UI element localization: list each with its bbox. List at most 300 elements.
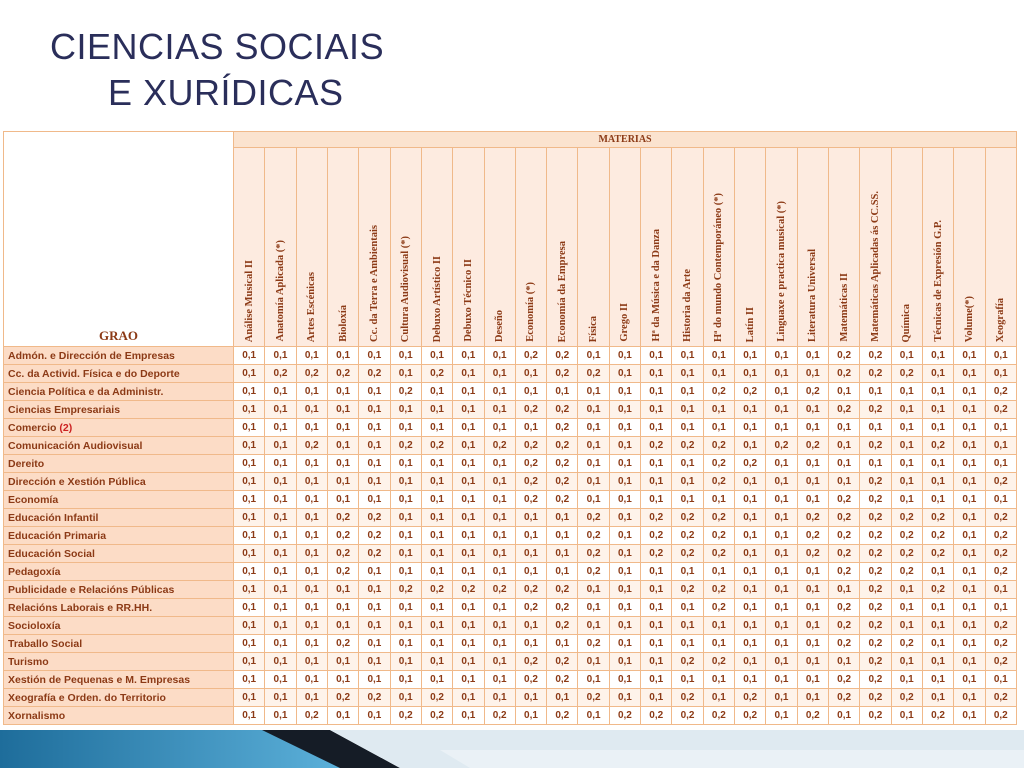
weight-cell: 0,1	[390, 599, 421, 617]
subject-header	[578, 148, 609, 347]
weight-cell: 0,2	[327, 635, 358, 653]
weight-cell: 0,1	[922, 617, 953, 635]
weight-cell: 0,1	[547, 635, 578, 653]
weight-cell: 0,1	[390, 365, 421, 383]
weight-cell: 0,1	[327, 419, 358, 437]
weight-cell: 0,2	[547, 419, 578, 437]
subject-label: Matemáticas II	[838, 273, 850, 342]
weight-cell: 0,1	[828, 473, 859, 491]
weight-cell: 0,1	[265, 347, 296, 365]
weight-cell: 0,1	[672, 599, 703, 617]
weight-cell: 0,1	[265, 689, 296, 707]
degree-name: Ciencia Política e da Administr.	[8, 385, 164, 398]
weight-cell: 0,1	[296, 545, 327, 563]
weight-cell: 0,1	[390, 635, 421, 653]
weight-cell: 0,2	[703, 509, 734, 527]
weight-cell: 0,1	[390, 689, 421, 707]
weight-cell: 0,1	[985, 671, 1017, 689]
weight-cell: 0,1	[390, 401, 421, 419]
weight-cell: 0,1	[609, 509, 640, 527]
weight-cell: 0,1	[797, 455, 828, 473]
weight-cell: 0,1	[641, 401, 672, 419]
weight-cell: 0,1	[515, 509, 546, 527]
weight-cell: 0,1	[547, 383, 578, 401]
weight-cell: 0,1	[891, 347, 922, 365]
weight-cell: 0,1	[515, 527, 546, 545]
weight-cell: 0,1	[828, 419, 859, 437]
weight-cell: 0,1	[296, 347, 327, 365]
weight-cell: 0,1	[265, 527, 296, 545]
weight-cell: 0,1	[578, 401, 609, 419]
weight-cell: 0,1	[891, 671, 922, 689]
weight-cell: 0,1	[954, 635, 985, 653]
weight-cell: 0,1	[672, 671, 703, 689]
weight-cell: 0,2	[703, 455, 734, 473]
weight-cell: 0,1	[296, 509, 327, 527]
table-row	[4, 419, 1017, 437]
weight-cell: 0,1	[390, 563, 421, 581]
weight-cell: 0,1	[954, 509, 985, 527]
weight-cell: 0,2	[672, 581, 703, 599]
weight-cell: 0,1	[265, 635, 296, 653]
weight-cell: 0,1	[453, 545, 484, 563]
weight-cell: 0,1	[296, 527, 327, 545]
weight-cell: 0,1	[234, 581, 265, 599]
weight-cell: 0,1	[672, 563, 703, 581]
subject-label: Latín II	[744, 306, 756, 342]
subject-label: Economía (*)	[525, 282, 537, 342]
weight-cell: 0,1	[609, 347, 640, 365]
weight-cell: 0,1	[453, 347, 484, 365]
subject-label: Economía da Empresa	[556, 240, 568, 342]
weight-cell: 0,1	[547, 563, 578, 581]
degree-cell	[4, 563, 234, 581]
weight-cell: 0,1	[797, 347, 828, 365]
weight-cell: 0,1	[797, 563, 828, 581]
weight-cell: 0,1	[234, 383, 265, 401]
weight-cell: 0,1	[797, 653, 828, 671]
weight-cell: 0,1	[578, 437, 609, 455]
weight-cell: 0,1	[484, 401, 515, 419]
weight-cell: 0,1	[547, 509, 578, 527]
weight-cell: 0,1	[891, 653, 922, 671]
weight-cell: 0,2	[985, 545, 1017, 563]
weight-cell: 0,2	[891, 527, 922, 545]
weight-cell: 0,2	[828, 617, 859, 635]
weight-cell: 0,2	[421, 437, 452, 455]
table-row	[4, 401, 1017, 419]
weight-cell: 0,1	[390, 347, 421, 365]
weight-cell: 0,2	[641, 707, 672, 725]
weight-cell: 0,1	[484, 545, 515, 563]
table-row	[4, 671, 1017, 689]
weight-cell: 0,1	[891, 599, 922, 617]
weight-cell: 0,1	[766, 545, 797, 563]
weight-cell: 0,2	[296, 365, 327, 383]
subject-header	[421, 148, 452, 347]
degree-cell	[4, 509, 234, 527]
weight-cell: 0,2	[860, 437, 891, 455]
weight-cell: 0,1	[296, 563, 327, 581]
weight-cell: 0,1	[484, 689, 515, 707]
weight-cell: 0,1	[390, 419, 421, 437]
weight-cell: 0,1	[515, 419, 546, 437]
degree-cell	[4, 527, 234, 545]
weight-cell: 0,2	[922, 545, 953, 563]
weight-cell: 0,1	[672, 455, 703, 473]
weight-cell: 0,1	[672, 491, 703, 509]
weight-cell: 0,2	[985, 707, 1017, 725]
weight-cell: 0,1	[797, 491, 828, 509]
weight-cell: 0,2	[891, 689, 922, 707]
weighting-table-container	[3, 131, 1016, 725]
weight-cell: 0,1	[985, 347, 1017, 365]
weight-cell: 0,1	[609, 617, 640, 635]
weight-cell: 0,1	[735, 599, 766, 617]
weight-cell: 0,2	[985, 527, 1017, 545]
weight-cell: 0,2	[922, 707, 953, 725]
slide-title-line1: CIENCIAS SOCIAIS	[50, 26, 385, 67]
weight-cell: 0,2	[703, 653, 734, 671]
weight-cell: 0,2	[860, 563, 891, 581]
weight-cell: 0,1	[922, 563, 953, 581]
weight-cell: 0,2	[860, 509, 891, 527]
weight-cell: 0,1	[359, 599, 390, 617]
weight-cell: 0,2	[860, 653, 891, 671]
weight-cell: 0,1	[484, 509, 515, 527]
weight-cell: 0,1	[421, 527, 452, 545]
weight-cell: 0,2	[515, 473, 546, 491]
weight-cell: 0,1	[296, 653, 327, 671]
weight-cell: 0,2	[515, 581, 546, 599]
weight-cell: 0,1	[703, 671, 734, 689]
weight-cell: 0,2	[703, 599, 734, 617]
weight-cell: 0,1	[735, 437, 766, 455]
weight-cell: 0,1	[766, 347, 797, 365]
degree-cell	[4, 707, 234, 725]
weight-cell: 0,2	[891, 365, 922, 383]
weight-cell: 0,2	[828, 671, 859, 689]
weight-cell: 0,1	[609, 581, 640, 599]
weight-cell: 0,2	[578, 509, 609, 527]
weight-cell: 0,1	[484, 671, 515, 689]
weight-cell: 0,2	[547, 491, 578, 509]
weight-cell: 0,1	[578, 383, 609, 401]
weight-cell: 0,1	[390, 617, 421, 635]
weight-cell: 0,2	[547, 401, 578, 419]
degree-name: Relacións Laborais e RR.HH.	[8, 601, 153, 614]
degree-cell	[4, 617, 234, 635]
weight-cell: 0,1	[641, 563, 672, 581]
weight-cell: 0,1	[234, 527, 265, 545]
degree-cell	[4, 419, 234, 437]
weight-cell: 0,1	[390, 491, 421, 509]
degree-cell	[4, 437, 234, 455]
subject-header	[797, 148, 828, 347]
weight-cell: 0,2	[828, 491, 859, 509]
weight-cell: 0,2	[797, 437, 828, 455]
table-row	[4, 599, 1017, 617]
weight-cell: 0,2	[797, 707, 828, 725]
weight-cell: 0,2	[327, 527, 358, 545]
subject-header	[922, 148, 953, 347]
degree-name: Xestión de Pequenas e M. Empresas	[8, 673, 191, 686]
weight-cell: 0,1	[327, 347, 358, 365]
weight-cell: 0,1	[766, 473, 797, 491]
subject-label: Matemáticas Aplicadas ás CC.SS.	[869, 191, 881, 342]
weight-cell: 0,1	[954, 437, 985, 455]
weight-cell: 0,1	[766, 509, 797, 527]
weight-cell: 0,1	[453, 599, 484, 617]
weight-cell: 0,2	[672, 653, 703, 671]
weight-cell: 0,2	[359, 527, 390, 545]
weight-cell: 0,2	[547, 671, 578, 689]
weight-cell: 0,1	[234, 563, 265, 581]
weight-cell: 0,1	[735, 653, 766, 671]
subject-header	[484, 148, 515, 347]
table-row	[4, 473, 1017, 491]
weight-cell: 0,1	[641, 581, 672, 599]
table-row	[4, 689, 1017, 707]
degree-name: Xeografía e Orden. do Territorio	[8, 691, 166, 704]
weight-cell: 0,1	[641, 635, 672, 653]
degree-name: Ciencias Empresariais	[8, 403, 121, 416]
weight-cell: 0,1	[265, 383, 296, 401]
weight-cell: 0,1	[234, 401, 265, 419]
weight-cell: 0,2	[860, 707, 891, 725]
weight-cell: 0,1	[327, 491, 358, 509]
weight-cell: 0,1	[327, 707, 358, 725]
weight-cell: 0,1	[421, 653, 452, 671]
weight-cell: 0,1	[766, 491, 797, 509]
weight-cell: 0,1	[265, 401, 296, 419]
weight-cell: 0,2	[547, 365, 578, 383]
weight-cell: 0,2	[985, 401, 1017, 419]
weight-cell: 0,1	[891, 617, 922, 635]
weight-cell: 0,1	[641, 653, 672, 671]
weight-cell: 0,2	[421, 689, 452, 707]
weight-cell: 0,2	[578, 635, 609, 653]
weight-cell: 0,1	[766, 599, 797, 617]
weight-cell: 0,1	[547, 527, 578, 545]
degree-name: Comunicación Audiovisual	[8, 439, 143, 452]
subject-header	[296, 148, 327, 347]
weight-cell: 0,1	[641, 365, 672, 383]
weight-cell: 0,1	[891, 707, 922, 725]
weight-cell: 0,1	[922, 491, 953, 509]
table-row	[4, 455, 1017, 473]
weight-cell: 0,2	[703, 581, 734, 599]
subject-label: Debuxo Técnico II	[462, 259, 474, 342]
degree-cell	[4, 671, 234, 689]
weight-cell: 0,1	[296, 491, 327, 509]
weight-cell: 0,1	[327, 473, 358, 491]
weight-cell: 0,1	[484, 617, 515, 635]
degree-cell	[4, 635, 234, 653]
table-row	[4, 383, 1017, 401]
weight-cell: 0,1	[641, 419, 672, 437]
weight-cell: 0,2	[672, 689, 703, 707]
weight-cell: 0,1	[609, 473, 640, 491]
table-row	[4, 365, 1017, 383]
weight-cell: 0,1	[327, 671, 358, 689]
weight-cell: 0,2	[860, 401, 891, 419]
weight-cell: 0,2	[828, 635, 859, 653]
weight-cell: 0,1	[359, 707, 390, 725]
weight-cell: 0,1	[735, 635, 766, 653]
weight-cell: 0,1	[390, 509, 421, 527]
weighting-table	[3, 131, 1017, 725]
weight-cell: 0,1	[453, 473, 484, 491]
degree-cell	[4, 599, 234, 617]
weight-cell: 0,1	[985, 599, 1017, 617]
weight-cell: 0,1	[547, 689, 578, 707]
decorative-bottom-bar	[0, 730, 1024, 768]
weight-cell: 0,2	[828, 599, 859, 617]
weight-cell: 0,1	[922, 689, 953, 707]
weight-cell: 0,1	[421, 509, 452, 527]
weight-cell: 0,1	[515, 365, 546, 383]
weight-cell: 0,1	[296, 617, 327, 635]
weight-cell: 0,2	[985, 563, 1017, 581]
weight-cell: 0,2	[860, 671, 891, 689]
weight-cell: 0,1	[609, 437, 640, 455]
weight-cell: 0,2	[860, 365, 891, 383]
weight-cell: 0,1	[766, 617, 797, 635]
weight-cell: 0,2	[860, 347, 891, 365]
weight-cell: 0,1	[735, 509, 766, 527]
subject-label: Grego II	[619, 303, 631, 342]
weight-cell: 0,2	[985, 383, 1017, 401]
weight-cell: 0,1	[359, 473, 390, 491]
weight-cell: 0,1	[641, 491, 672, 509]
weight-cell: 0,1	[484, 347, 515, 365]
weight-cell: 0,1	[421, 617, 452, 635]
weight-cell: 0,1	[453, 491, 484, 509]
subject-label: Linguaxe e practica musical (*)	[775, 201, 787, 342]
weight-cell: 0,2	[797, 545, 828, 563]
weight-cell: 0,2	[453, 581, 484, 599]
weight-cell: 0,1	[766, 671, 797, 689]
weight-cell: 0,1	[609, 545, 640, 563]
weight-cell: 0,2	[296, 437, 327, 455]
weight-cell: 0,1	[327, 617, 358, 635]
weight-cell: 0,1	[797, 689, 828, 707]
weight-cell: 0,1	[453, 563, 484, 581]
weight-cell: 0,1	[985, 581, 1017, 599]
weight-cell: 0,1	[735, 581, 766, 599]
weight-cell: 0,1	[891, 473, 922, 491]
weight-cell: 0,1	[797, 599, 828, 617]
weight-cell: 0,2	[891, 509, 922, 527]
weight-cell: 0,2	[327, 545, 358, 563]
weight-cell: 0,2	[985, 617, 1017, 635]
slide-title	[50, 24, 384, 116]
weight-cell: 0,1	[265, 707, 296, 725]
weight-cell: 0,1	[609, 365, 640, 383]
weight-cell: 0,1	[296, 473, 327, 491]
weight-cell: 0,1	[954, 581, 985, 599]
weight-cell: 0,2	[672, 437, 703, 455]
weight-cell: 0,1	[484, 473, 515, 491]
weight-cell: 0,1	[296, 383, 327, 401]
weight-cell: 0,1	[327, 437, 358, 455]
weight-cell: 0,2	[735, 707, 766, 725]
weight-cell: 0,1	[484, 527, 515, 545]
weight-cell: 0,1	[453, 689, 484, 707]
weight-cell: 0,2	[390, 581, 421, 599]
weight-cell: 0,1	[359, 455, 390, 473]
weight-cell: 0,1	[453, 437, 484, 455]
weight-cell: 0,1	[766, 419, 797, 437]
weight-cell: 0,1	[265, 653, 296, 671]
weight-cell: 0,1	[234, 671, 265, 689]
weight-cell: 0,2	[515, 347, 546, 365]
subject-label: Anatomía Aplicada (*)	[274, 240, 286, 342]
table-row	[4, 491, 1017, 509]
weight-cell: 0,1	[735, 671, 766, 689]
degree-name: Educación Social	[8, 547, 95, 560]
weight-cell: 0,1	[954, 671, 985, 689]
weight-cell: 0,1	[421, 455, 452, 473]
weight-cell: 0,1	[797, 419, 828, 437]
weight-cell: 0,2	[547, 437, 578, 455]
weight-cell: 0,2	[578, 527, 609, 545]
weight-cell: 0,1	[954, 383, 985, 401]
weight-cell: 0,1	[234, 599, 265, 617]
weight-cell: 0,2	[860, 599, 891, 617]
weight-cell: 0,2	[860, 635, 891, 653]
weight-cell: 0,2	[703, 437, 734, 455]
subject-header	[735, 148, 766, 347]
weight-cell: 0,1	[390, 653, 421, 671]
weight-cell: 0,1	[265, 509, 296, 527]
table-row	[4, 437, 1017, 455]
weight-cell: 0,1	[359, 635, 390, 653]
degree-name: Educación Primaria	[8, 529, 107, 542]
weight-cell: 0,2	[828, 527, 859, 545]
weight-cell: 0,1	[234, 653, 265, 671]
weight-cell: 0,2	[922, 437, 953, 455]
weight-cell: 0,1	[954, 401, 985, 419]
weight-cell: 0,2	[891, 563, 922, 581]
subject-header	[954, 148, 985, 347]
weight-cell: 0,1	[954, 491, 985, 509]
weight-cell: 0,1	[327, 581, 358, 599]
weight-cell: 0,2	[672, 509, 703, 527]
subject-label: Hª do mundo Contemporáneo (*)	[713, 193, 725, 342]
degree-name: Xornalismo	[8, 709, 66, 722]
weight-cell: 0,2	[578, 689, 609, 707]
weight-cell: 0,1	[359, 671, 390, 689]
grao-header: GRAO	[4, 132, 234, 347]
weight-cell: 0,1	[234, 635, 265, 653]
weight-cell: 0,1	[766, 689, 797, 707]
weight-cell: 0,1	[265, 545, 296, 563]
weight-cell: 0,1	[860, 455, 891, 473]
weight-cell: 0,1	[484, 491, 515, 509]
weight-cell: 0,1	[453, 401, 484, 419]
weight-cell: 0,1	[609, 491, 640, 509]
weight-cell: 0,1	[609, 419, 640, 437]
weight-cell: 0,2	[828, 509, 859, 527]
degree-cell	[4, 401, 234, 419]
weight-cell: 0,2	[547, 347, 578, 365]
weight-cell: 0,1	[421, 419, 452, 437]
weight-cell: 0,1	[922, 365, 953, 383]
weight-cell: 0,1	[703, 689, 734, 707]
weight-cell: 0,1	[547, 545, 578, 563]
